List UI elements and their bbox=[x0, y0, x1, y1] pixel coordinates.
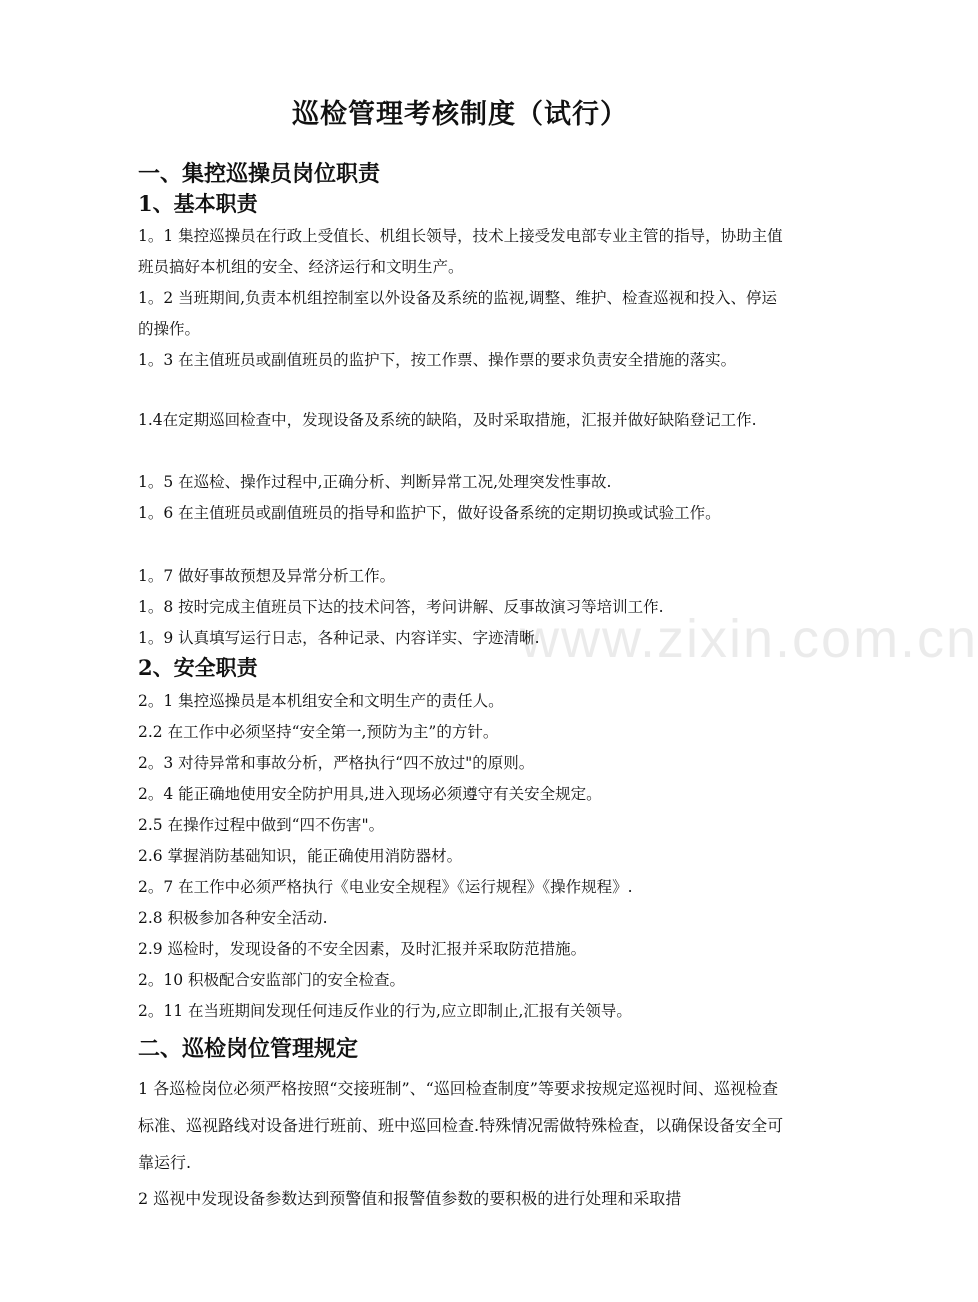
section-heading-2: 二、巡检岗位管理规定 bbox=[138, 1036, 359, 1062]
watermark: www.zixin.com.cn bbox=[520, 609, 978, 669]
subsection-heading-basic-duties: 1、基本职责 bbox=[138, 191, 258, 216]
paragraph: 2.6 掌握消防基础知识，能正确使用消防器材。 bbox=[138, 847, 463, 865]
paragraph: 1。7 做好事故预想及异常分析工作。 bbox=[138, 567, 396, 585]
document-title: 巡检管理考核制度（试行） bbox=[292, 99, 628, 130]
paragraph: 1 各巡检岗位必须严格按照“交接班制”、“巡回检查制度”等要求按规定巡视时间、巡视检查标准、巡视路线对设备进行班前、班中巡回检查.特殊情况需做特殊检查，以确保设备安全可靠运行. bbox=[138, 1079, 784, 1172]
paragraph: 2.9 巡检时，发现设备的不安全因素，及时汇报并采取防范措施。 bbox=[138, 940, 587, 958]
subsection-heading-safety-duties: 2、安全职责 bbox=[138, 655, 258, 680]
paragraph: 2。3 对待异常和事故分析，严格执行“四不放过"的原则。 bbox=[138, 754, 535, 772]
paragraph: 2。1 集控巡操员是本机组安全和文明生产的责任人。 bbox=[138, 692, 504, 710]
paragraph: 2。10 积极配合安监部门的安全检查。 bbox=[138, 971, 406, 989]
paragraph: 1。2 当班期间,负责本机组控制室以外设备及系统的监视,调整、维护、检查巡视和投入、停运的操作。 bbox=[138, 289, 778, 338]
paragraph: 2。4 能正确地使用安全防护用具,进入现场必须遵守有关安全规定。 bbox=[138, 785, 602, 803]
paragraph: 1。1 集控巡操员在行政上受值长、机组长领导，技术上接受发电部专业主管的指导，协助主值班员搞好本机组的安全、经济运行和文明生产。 bbox=[138, 227, 783, 276]
paragraph: 2.8 积极参加各种安全活动. bbox=[138, 909, 328, 927]
paragraph: 1。9 认真填写运行日志，各种记录、内容详实、字迹清晰. bbox=[138, 629, 540, 647]
paragraph: 1。3 在主值班员或副值班员的监护下，按工作票、操作票的要求负责安全措施的落实。 bbox=[138, 351, 737, 369]
paragraph: 2.5 在操作过程中做到“四不伤害"。 bbox=[138, 816, 385, 834]
paragraph: 1。6 在主值班员或副值班员的指导和监护下，做好设备系统的定期切换或试验工作。 bbox=[138, 504, 721, 522]
section-heading-1: 一、集控巡操员岗位职责 bbox=[138, 161, 381, 187]
paragraph: 2。11 在当班期间发现任何违反作业的行为,应立即制止,汇报有关领导。 bbox=[138, 1002, 632, 1020]
paragraph: 2。7 在工作中必须严格执行《电业安全规程》《运行规程》《操作规程》. bbox=[138, 878, 633, 896]
paragraph: 1。5 在巡检、操作过程中,正确分析、判断异常工况,处理突发性事故. bbox=[138, 473, 612, 491]
paragraph: 1。8 按时完成主值班员下达的技术问答，考问讲解、反事故演习等培训工作. bbox=[138, 598, 664, 616]
paragraph: 2.2 在工作中必须坚持“安全第一,预防为主”的方针。 bbox=[138, 723, 499, 741]
paragraph: 2 巡视中发现设备参数达到预警值和报警值参数的要积极的进行处理和采取措 bbox=[138, 1189, 682, 1208]
paragraph: 1.4在定期巡回检查中，发现设备及系统的缺陷，及时采取措施，汇报并做好缺陷登记工作. bbox=[138, 411, 757, 429]
